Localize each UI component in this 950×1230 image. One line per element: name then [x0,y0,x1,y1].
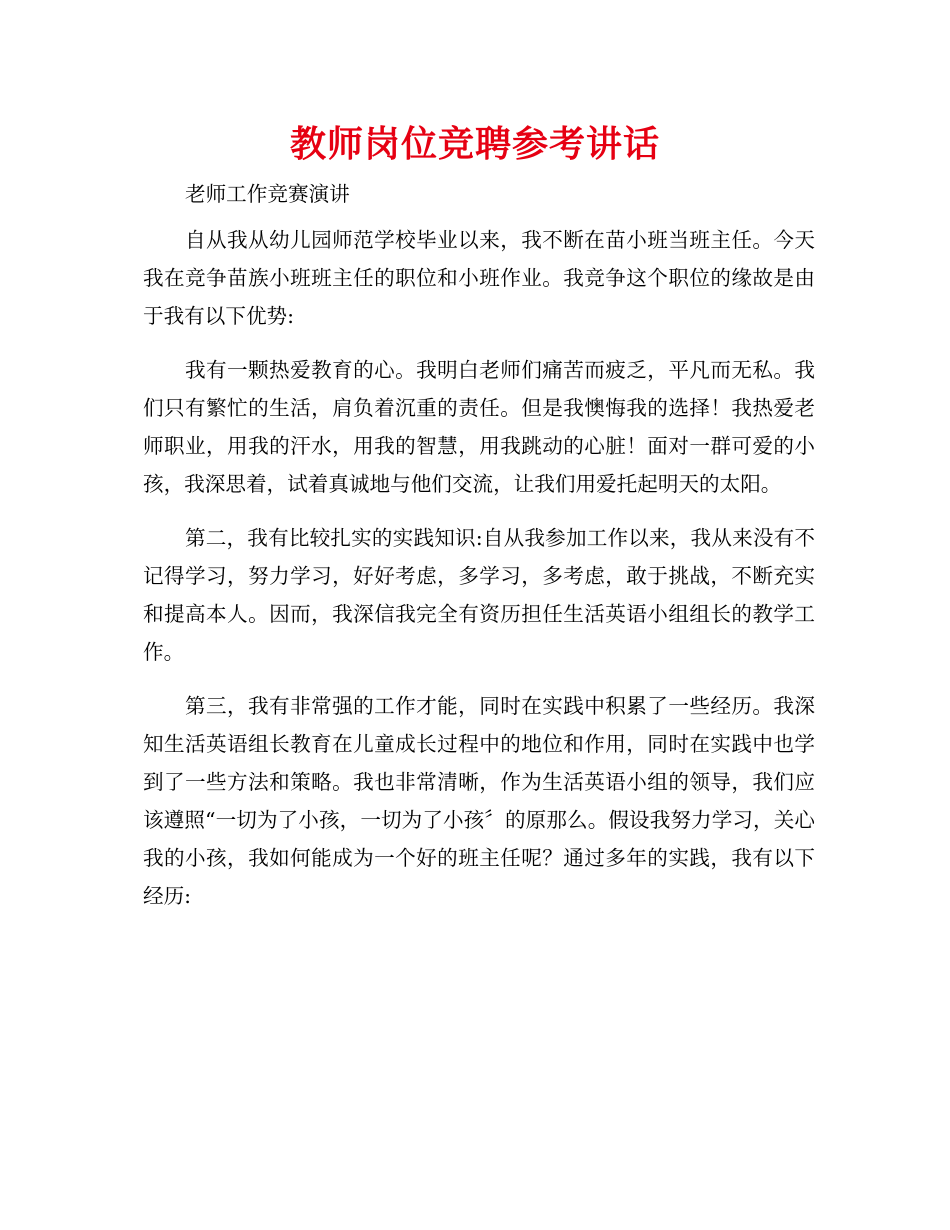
paragraph-intro: 自从我从幼儿园师范学校毕业以来，我不断在苗小班当班主任。今天我在竞争苗族小班班主任的职位和小班作业。我竞争这个职位的缘故是由于我有以下优势: [143,228,815,328]
paragraph-practical-knowledge: 第二，我有比较扎实的实践知识:自从我参加工作以来，我从来没有不记得学习，努力学习，好好考虑，多学习，多考虑，敢于挑战，不断充实和提高本人。因而，我深信我完全有资历担任生活英语小组组长的教学工作。 [143,526,815,664]
paragraph-love-of-education: 我有一颗热爱教育的心。我明白老师们痛苦而疲乏，平凡而无私。我们只有繁忙的生活，肩负着沉重的责任。但是我懊悔我的选择！我热爱老师职业，用我的汗水，用我的智慧，用我跳动的心脏！面对一群可爱的小孩，我深思着，试着真诚地与他们交流，让我们用爱托起明天的太阳。 [143,358,815,496]
document-body [143,175,815,931]
document-subtitle: 老师工作竞赛演讲 [185,182,350,206]
document-title: 教师岗位竞聘参考讲话 [289,124,660,165]
paragraph-work-ability: 第三，我有非常强的工作才能，同时在实践中积累了一些经历。我深知生活英语组长教育在儿童成长过程中的地位和作用，同时在实践中也学到了一些方法和策略。我也非常清晰，作为生活英语小组的领导，我们应该遵照“一切为了小孩，一切为了小孩〞的原那么。假设我努力学习，关心我的小孩，我如何能成为一个好的班主任呢？通过多年的实践，我有以下经历: [143,694,815,908]
